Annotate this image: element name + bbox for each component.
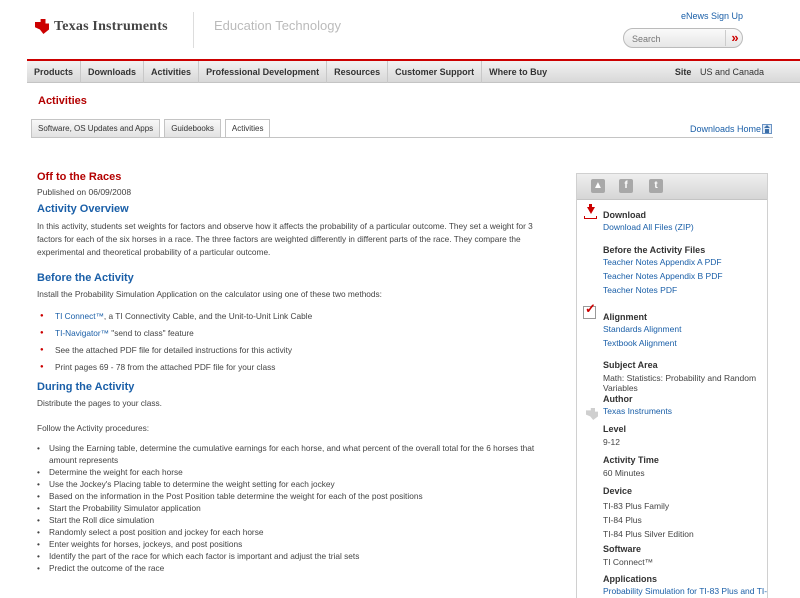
list-item	[37, 361, 557, 378]
list-item: • Use the Jockey's Placing table to determine the weight setting for each jockey	[37, 478, 557, 490]
textbook-alignment-link[interactable]: Textbook Alignment	[603, 338, 677, 348]
list-item: • Predict the outcome of the race	[37, 562, 557, 574]
subject-heading: Subject Area	[603, 360, 658, 370]
level-section	[603, 424, 626, 447]
overview-heading: Activity Overview	[37, 203, 129, 215]
activity-sidebar	[576, 173, 768, 598]
list-item: • Start the Probability Simulator application	[37, 502, 557, 514]
nav-downloads[interactable]: Downloads	[81, 61, 144, 83]
procedure-list	[37, 442, 557, 574]
device-section	[603, 486, 694, 541]
author-heading: Author	[603, 394, 633, 404]
search-input[interactable]	[632, 32, 718, 45]
author-link[interactable]: Texas Instruments	[603, 406, 672, 416]
download-tabs	[31, 119, 274, 138]
list-item-text: "send to class" feature	[108, 328, 194, 338]
ti-navigator-link[interactable]: TI-Navigator™	[55, 328, 109, 338]
list-item: • Based on the information in the Post Position table determine the weight for each of the post positions	[37, 490, 557, 502]
time-value: 60 Minutes	[603, 468, 645, 478]
level-heading: Level	[603, 424, 627, 434]
tab-guidebooks[interactable]: Guidebooks	[164, 119, 221, 137]
tab-activities[interactable]: Activities	[225, 119, 271, 138]
site-header	[0, 0, 800, 58]
subject-value: Math: Statistics: Probability and Random Variables	[603, 373, 757, 393]
list-item	[37, 327, 557, 344]
downloads-home-link[interactable]: Downloads Home	[690, 124, 762, 134]
home-icon[interactable]	[762, 124, 772, 134]
checkmark-icon: ✓	[583, 306, 596, 319]
texas-state-icon	[34, 18, 50, 36]
list-item: • Start the Roll dice simulation	[37, 514, 557, 526]
during-text-1: Distribute the pages to your class.	[37, 398, 162, 408]
nav-customer-support[interactable]: Customer Support	[388, 61, 482, 83]
site-selector[interactable]	[675, 61, 764, 83]
time-section	[603, 455, 659, 478]
activity-title: Off to the Races	[37, 171, 122, 183]
device-heading: Device	[603, 486, 633, 496]
applications-heading: Applications	[603, 574, 658, 584]
during-heading: During the Activity	[37, 381, 135, 393]
author-section	[603, 394, 672, 418]
subject-section	[603, 360, 763, 393]
download-section	[603, 210, 694, 234]
level-value: 9-12	[603, 437, 621, 447]
social-bar	[577, 174, 767, 200]
standards-alignment-link[interactable]: Standards Alignment	[603, 324, 682, 334]
search-divider	[725, 30, 726, 46]
download-icon	[584, 207, 597, 220]
tab-software-os-updates[interactable]: Software, OS Updates and Apps	[31, 119, 160, 137]
list-item-text: See the attached PDF file for detailed instructions for this activity	[55, 345, 293, 355]
ti-connect-link[interactable]: TI Connect™	[55, 311, 104, 321]
device-value-3: TI-84 Plus Silver Edition	[603, 529, 694, 539]
before-heading: Before the Activity	[37, 272, 134, 284]
software-section	[603, 544, 653, 567]
nav-resources[interactable]: Resources	[327, 61, 388, 83]
nav-where-to-buy[interactable]: Where to Buy	[489, 67, 548, 77]
list-item: • Determine the weight for each horse	[37, 466, 557, 478]
enews-signup-link[interactable]: eNews Sign Up	[680, 11, 743, 21]
list-item: • Enter weights for horses, jockeys, and post positions	[37, 538, 557, 550]
file-link-appendix-b[interactable]: Teacher Notes Appendix B PDF	[603, 271, 723, 281]
list-item	[37, 344, 557, 361]
file-link-appendix-a[interactable]: Teacher Notes Appendix A PDF	[603, 257, 722, 267]
software-value: TI Connect™	[603, 557, 654, 567]
nav-professional-development[interactable]: Professional Development	[199, 61, 327, 83]
list-item-text: , a TI Connectivity Cable, and the Unit-to-Unit Link Cable	[103, 311, 313, 321]
activity-content	[37, 171, 557, 574]
tab-underline	[31, 137, 773, 138]
main-nav	[27, 59, 800, 83]
software-heading: Software	[603, 544, 642, 554]
like-icon[interactable]: ▲	[591, 179, 605, 193]
site-label: Site	[674, 67, 692, 77]
ti-author-icon	[585, 407, 599, 421]
nav-products[interactable]: Products	[27, 61, 81, 83]
list-item	[37, 310, 557, 327]
page-title: Activities	[38, 95, 87, 107]
list-item-text: Print pages 69 - 78 from the attached PDF file for your class	[55, 362, 276, 372]
ti-logo[interactable]	[34, 18, 168, 36]
section-name: Education Technology	[214, 18, 341, 33]
download-heading: Download	[603, 210, 646, 220]
applications-section	[603, 574, 769, 598]
alignment-heading: Alignment	[603, 312, 647, 322]
during-text-2: Follow the Activity procedures:	[37, 423, 150, 433]
alignment-section	[603, 312, 681, 350]
search-box	[623, 28, 743, 48]
search-go-button[interactable]: »	[731, 30, 739, 45]
nav-activities[interactable]: Activities	[144, 61, 199, 83]
files-heading: Before the Activity Files	[603, 245, 706, 255]
file-link-teacher-notes[interactable]: Teacher Notes PDF	[603, 285, 678, 295]
time-heading: Activity Time	[603, 455, 659, 465]
published-date: Published on 06/09/2008	[37, 187, 132, 197]
device-value-2: TI-84 Plus	[603, 515, 642, 525]
overview-text: In this activity, students set weights for factors and observe how it affects the probability of a particular outcome. They set a weight for 3 factors for each of the six horses in a race. The three factors are weighted differently in different parts of the race. They compare the experimental and theoretical probability of a particular outcome.	[37, 221, 533, 257]
list-item: • Identify the part of the race for which each factor is important and adjust the trial sets	[37, 550, 557, 562]
facebook-icon[interactable]: f	[619, 179, 633, 193]
device-value-1: TI-83 Plus Family	[603, 501, 670, 511]
header-divider	[193, 12, 194, 48]
twitter-icon[interactable]: t	[649, 179, 663, 193]
list-item: • Using the Earning table, determine the cumulative earnings for each horse, and what percent of the overall total for the 6 horses that amount represents	[37, 442, 557, 466]
list-item: • Randomly select a post position and jockey for each horse	[37, 526, 557, 538]
brand-name: Texas Instruments	[54, 19, 168, 34]
before-text: Install the Probability Simulation Application on the calculator using one of these two methods:	[37, 289, 382, 299]
application-link[interactable]: Probability Simulation for TI-83 Plus and TI-	[603, 586, 768, 596]
site-value: US and Canada	[699, 67, 764, 77]
files-section	[603, 245, 723, 297]
before-list	[37, 310, 557, 378]
download-all-link[interactable]: Download All Files (ZIP)	[603, 222, 694, 232]
